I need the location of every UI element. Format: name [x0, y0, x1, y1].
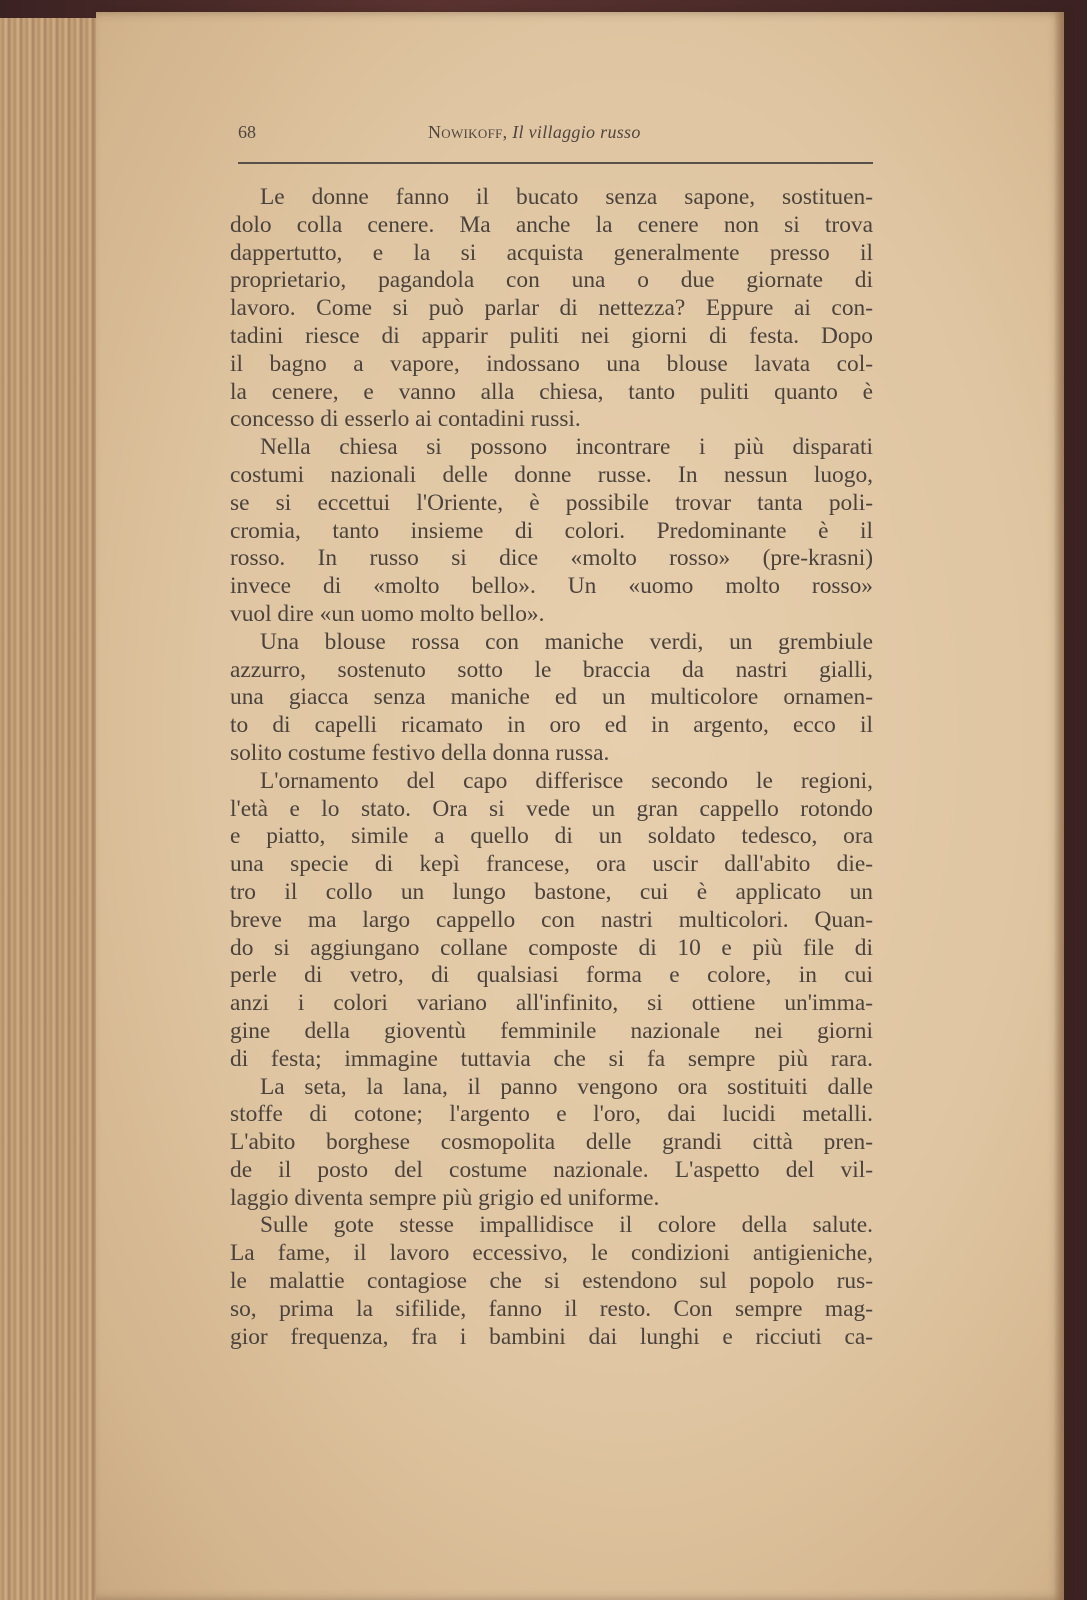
text-line: La fame, il lavoro eccessivo, le condizioni antigieniche, — [230, 1240, 873, 1267]
text-line: il bagno a vapore, indossano una blouse lavata col- — [230, 350, 873, 377]
running-title-author: Nowikoff, — [428, 122, 508, 142]
text-line: tro il collo un lungo bastone, cui è applicato un — [230, 878, 873, 905]
text-line: la cenere, e vanno alla chiesa, tanto puliti quanto è — [230, 378, 873, 405]
text-line: cromia, tanto insieme di colori. Predominante è il — [230, 517, 873, 544]
text-line: di festa; immagine tuttavia che si fa sempre più rara. — [230, 1045, 873, 1072]
text-line: so, prima la sifilide, fanno il resto. Con sempre mag- — [230, 1295, 873, 1322]
text-line: rosso. In russo si dice «molto rosso» (pre-krasni) — [230, 545, 873, 572]
text-line: dappertutto, e la si acquista generalmente presso il — [230, 239, 873, 266]
text-line: e piatto, simile a quello di un soldato tedesco, ora — [230, 823, 873, 850]
text-line: Una blouse rossa con maniche verdi, un grembiule — [260, 628, 873, 655]
text-line: stoffe di cotone; l'argento e l'oro, dai lucidi metalli. — [230, 1101, 873, 1128]
text-line: costumi nazionali delle donne russe. In nessun luogo, — [230, 461, 873, 488]
running-title — [428, 122, 641, 143]
text-line: solito costume festivo della donna russa. — [230, 739, 610, 766]
text-line: proprietario, pagandola con una o due giornate di — [230, 267, 873, 294]
text-line: gine della gioventù femminile nazionale nei giorni — [230, 1017, 873, 1044]
running-header — [238, 122, 873, 152]
text-line: Nella chiesa si possono incontrare i più disparati — [260, 434, 873, 461]
text-line: gior frequenza, fra i bambini dai lunghi e ricciuti ca- — [230, 1323, 873, 1350]
text-line: tadini riesce di apparir puliti nei giorni di festa. Dopo — [230, 322, 873, 349]
text-line: lavoro. Come si può parlar di nettezza? Eppure ai con- — [230, 295, 873, 322]
header-rule — [238, 162, 873, 164]
text-line: se si eccettui l'Oriente, è possibile trovar tanta poli- — [230, 489, 873, 516]
text-line: concesso di esserlo ai contadini russi. — [230, 406, 581, 433]
text-line: invece di «molto bello». Un «uomo molto rosso» — [230, 573, 873, 600]
running-title-work: Il villaggio russo — [512, 122, 641, 142]
text-line: L'ornamento del capo differisce secondo le regioni, — [260, 767, 873, 794]
text-line: vuol dire «un uomo molto bello». — [230, 600, 545, 627]
text-line: laggio diventa sempre più grigio ed uniforme. — [230, 1184, 660, 1211]
text-line: le malattie contagiose che si estendono sul popolo rus- — [230, 1268, 873, 1295]
page-edge-shadow — [1054, 12, 1064, 1600]
text-line: Le donne fanno il bucato senza sapone, sostituen- — [260, 184, 873, 210]
text-line: de il posto del costume nazionale. L'aspetto del vil- — [230, 1156, 873, 1183]
text-line: do si aggiungano collane composte di 10 e più file di — [230, 934, 873, 961]
text-line: una specie di kepì francese, ora uscir dall'abito die- — [230, 851, 873, 878]
text-line: perle di vetro, di qualsiasi forma e colore, in cui — [230, 962, 873, 989]
text-line: azzurro, sostenuto sotto le braccia da nastri gialli, — [230, 656, 873, 683]
text-line: una giacca senza maniche ed un multicolore ornamen- — [230, 684, 873, 711]
text-line: dolo colla cenere. Ma anche la cenere non si trova — [230, 211, 873, 238]
text-line: l'età e lo stato. Ora si vede un gran cappello rotondo — [230, 795, 873, 822]
body-text — [230, 184, 873, 1351]
text-line: to di capelli ricamato in oro ed in argento, ecco il — [230, 712, 873, 739]
text-line: L'abito borghese cosmopolita delle grandi città pren- — [230, 1129, 873, 1156]
text-line: Sulle gote stesse impallidisce il colore della salute. — [260, 1212, 873, 1239]
page-number: 68 — [238, 122, 256, 142]
text-line: breve ma largo cappello con nastri multicolori. Quan- — [230, 906, 873, 933]
text-line: La seta, la lana, il panno vengono ora sostituiti dalle — [260, 1073, 873, 1100]
text-line: anzi i colori variano all'infinito, si ottiene un'imma- — [230, 990, 873, 1017]
